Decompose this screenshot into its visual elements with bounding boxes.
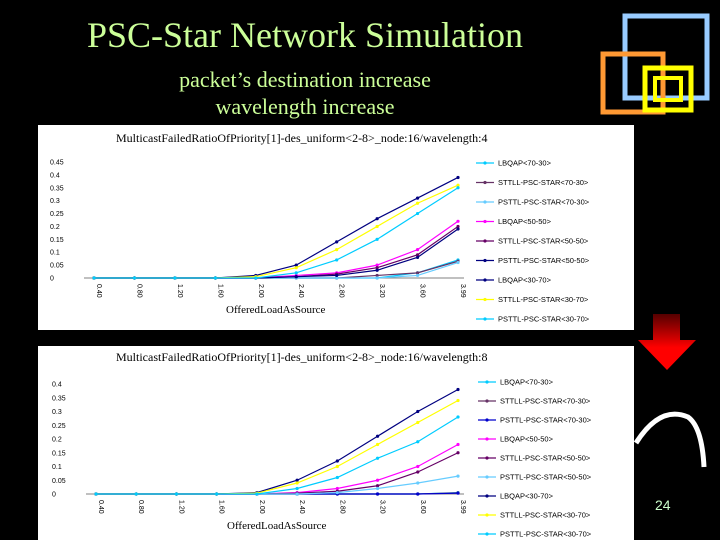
- data-point: [336, 465, 339, 468]
- x-tick-label: 3.99: [459, 284, 466, 298]
- x-tick-label: 2.00: [257, 500, 265, 514]
- data-point: [336, 487, 339, 490]
- data-point: [456, 186, 459, 189]
- legend-entry: STTLL-PSC-STAR<70-30>: [498, 178, 589, 187]
- legend-marker: [483, 200, 486, 203]
- data-point: [416, 248, 419, 251]
- legend-marker: [485, 513, 488, 516]
- slide-subtitle: [130, 66, 480, 120]
- x-tick-label: 3.60: [418, 284, 426, 298]
- arc-icon: [630, 405, 710, 475]
- legend-entry: STTLL-PSC-STAR<70-30>: [500, 396, 591, 406]
- data-point: [335, 274, 338, 277]
- legend-entry: LBQAP<70-30>: [498, 158, 551, 168]
- x-tick-label: 0.40: [95, 284, 102, 298]
- legend-entry: STTLL-PSC-STAR<50-50>: [500, 453, 591, 463]
- data-point: [376, 217, 379, 220]
- data-point: [175, 492, 178, 495]
- y-tick-label: 0: [50, 275, 54, 283]
- x-tick-label: 1.20: [175, 284, 183, 298]
- data-point: [416, 492, 419, 495]
- slide-title: PSC-Star Network Simulation: [86, 15, 523, 55]
- data-point: [376, 276, 379, 279]
- legend-entry: PSTTL-PSC-STAR<70-30>: [500, 415, 592, 425]
- data-point: [335, 258, 338, 261]
- data-point: [94, 492, 97, 495]
- data-point: [336, 491, 339, 494]
- y-tick-label: 0.15: [50, 236, 64, 244]
- y-tick-label: 0.25: [50, 211, 64, 219]
- data-point: [92, 276, 95, 279]
- data-point: [416, 421, 419, 424]
- legend-marker: [485, 532, 488, 535]
- y-tick-label: 0.35: [52, 395, 66, 403]
- legend-entry: PSTTL-PSC-STAR<50-50>: [500, 472, 592, 482]
- legend-entry: LBQAP<30-70>: [500, 491, 553, 501]
- data-point: [416, 465, 419, 468]
- chart-title: MulticastFailedRatioOfPriority[1]-des_uniform<2-8>_node:16/wavelength:4: [116, 131, 488, 145]
- x-tick-label: 3.60: [418, 500, 426, 514]
- data-point: [416, 440, 419, 443]
- data-point: [376, 238, 379, 241]
- data-point: [133, 276, 136, 279]
- legend-entry: PSTTL-PSC-STAR<50-50>: [498, 256, 590, 265]
- x-tick-label: 2.80: [338, 500, 346, 514]
- data-point: [376, 435, 379, 438]
- data-point: [376, 484, 379, 487]
- data-point: [376, 457, 379, 460]
- y-tick-label: 0.4: [50, 172, 60, 180]
- data-point: [456, 415, 459, 418]
- data-point: [456, 443, 459, 446]
- y-tick-label: 0.05: [52, 477, 66, 485]
- data-point: [456, 451, 459, 454]
- data-point: [416, 212, 419, 215]
- legend-marker: [483, 298, 486, 301]
- data-point: [376, 492, 379, 495]
- data-point: [296, 479, 299, 482]
- chart-panel-wavelength-8: [38, 346, 634, 540]
- legend-marker: [485, 418, 488, 421]
- data-point: [336, 476, 339, 479]
- data-point: [456, 475, 459, 478]
- legend-entry: LBQAP<50-50>: [498, 217, 551, 226]
- legend-marker: [485, 494, 488, 497]
- y-tick-label: 0.35: [50, 185, 64, 193]
- legend-entry: PSTTL-PSC-STAR<70-30>: [498, 197, 590, 207]
- data-point: [456, 261, 459, 264]
- series-line: [94, 177, 458, 278]
- y-tick-label: 0.25: [52, 422, 66, 430]
- data-point: [376, 487, 379, 490]
- x-axis-title: OfferedLoadAsSource: [227, 520, 327, 532]
- data-point: [173, 276, 176, 279]
- y-tick-label: 0.3: [50, 198, 60, 206]
- legend-entry: STTLL-PSC-STAR<30-70>: [498, 295, 589, 304]
- legend-entry: PSTTL-PSC-STAR<30-70>: [498, 314, 590, 324]
- data-point: [295, 275, 298, 278]
- legend-entry: LBQAP<70-30>: [500, 377, 553, 387]
- x-axis-title: OfferedLoadAsSource: [226, 304, 326, 316]
- chart-wavelength-8: [38, 346, 634, 540]
- legend-marker: [483, 278, 486, 281]
- data-point: [254, 276, 257, 279]
- legend-marker: [485, 456, 488, 459]
- x-tick-label: 3.99: [459, 500, 466, 514]
- y-tick-label: 0.1: [50, 249, 60, 257]
- data-point: [135, 492, 138, 495]
- chart-title: MulticastFailedRatioOfPriority[1]-des_uniform<2-8>_node:16/wavelength:8: [116, 350, 488, 364]
- nested-squares-icon: [595, 10, 720, 115]
- y-tick-label: 0.45: [50, 159, 64, 167]
- legend-marker: [485, 475, 488, 478]
- x-tick-label: 2.40: [297, 284, 305, 298]
- data-point: [416, 256, 419, 259]
- legend-entry: PSTTL-PSC-STAR<30-70>: [500, 529, 592, 539]
- legend-marker: [485, 399, 488, 402]
- x-tick-label: 0.80: [137, 500, 145, 514]
- subtitle-line-1: packet’s destination increase: [179, 67, 431, 92]
- data-point: [295, 271, 298, 274]
- data-point: [416, 481, 419, 484]
- x-tick-label: 0.40: [97, 500, 104, 514]
- y-tick-label: 0.1: [52, 464, 62, 471]
- y-tick-label: 0.2: [50, 223, 60, 231]
- data-point: [456, 220, 459, 223]
- legend-marker: [483, 259, 486, 262]
- y-tick-label: 0.3: [52, 409, 62, 416]
- data-point: [416, 410, 419, 413]
- data-point: [336, 459, 339, 462]
- legend-entry: LBQAP<30-70>: [498, 275, 551, 285]
- legend-marker: [483, 317, 486, 320]
- legend-marker: [483, 220, 486, 223]
- data-point: [376, 479, 379, 482]
- down-arrow-icon: [638, 312, 700, 374]
- y-tick-label: 0.4: [52, 381, 62, 389]
- chart-wavelength-4: [38, 125, 634, 330]
- data-point: [215, 492, 218, 495]
- data-point: [295, 266, 298, 269]
- series-line: [96, 417, 458, 494]
- data-point: [416, 274, 419, 277]
- data-point: [416, 202, 419, 205]
- series-line: [94, 221, 458, 278]
- data-point: [255, 492, 258, 495]
- data-point: [416, 470, 419, 473]
- legend-marker: [485, 380, 488, 383]
- data-point: [456, 176, 459, 179]
- legend-entry: LBQAP<50-50>: [500, 434, 553, 444]
- series-line: [94, 185, 458, 278]
- legend-marker: [483, 239, 486, 242]
- data-point: [335, 248, 338, 251]
- legend-marker: [483, 161, 486, 164]
- data-point: [376, 269, 379, 272]
- legend-entry: STTLL-PSC-STAR<50-50>: [498, 236, 589, 246]
- x-tick-label: 0.80: [135, 284, 143, 298]
- data-point: [296, 492, 299, 495]
- y-tick-label: 0: [52, 491, 56, 499]
- legend-marker: [485, 437, 488, 440]
- x-tick-label: 1.60: [217, 500, 225, 514]
- x-tick-label: 2.40: [298, 500, 306, 514]
- subtitle-line-2: wavelength increase: [215, 94, 395, 119]
- y-tick-label: 0.05: [50, 262, 64, 270]
- data-point: [456, 399, 459, 402]
- legend-marker: [483, 181, 486, 184]
- y-tick-label: 0.15: [52, 450, 66, 458]
- data-point: [376, 225, 379, 228]
- data-point: [456, 492, 459, 495]
- x-tick-label: 3.20: [378, 284, 386, 298]
- data-point: [416, 196, 419, 199]
- chart-panel-wavelength-4: [38, 125, 634, 330]
- x-tick-label: 1.20: [177, 500, 185, 514]
- data-point: [296, 487, 299, 490]
- legend-entry: STTLL-PSC-STAR<30-70>: [500, 510, 591, 520]
- y-tick-label: 0.2: [52, 436, 62, 444]
- data-point: [376, 443, 379, 446]
- data-point: [214, 276, 217, 279]
- data-point: [456, 388, 459, 391]
- x-tick-label: 2.80: [337, 284, 345, 298]
- x-tick-label: 1.60: [216, 284, 224, 298]
- data-point: [335, 240, 338, 243]
- x-tick-label: 3.20: [378, 500, 386, 514]
- page-number: 24: [655, 497, 671, 513]
- data-point: [456, 227, 459, 230]
- data-point: [296, 481, 299, 484]
- series-line: [96, 390, 458, 495]
- series-line: [94, 188, 458, 278]
- x-tick-label: 2.00: [256, 284, 264, 298]
